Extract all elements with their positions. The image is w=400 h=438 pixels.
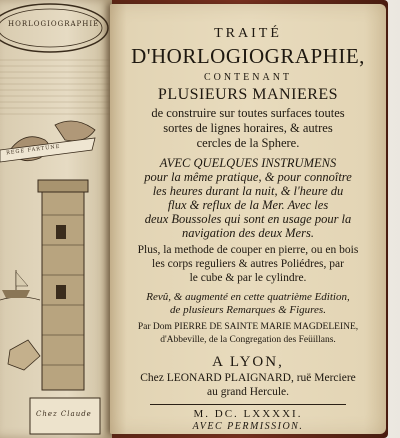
body-line: cercles de la Sphere. [196, 136, 300, 150]
imprint-permission: AVEC PERMISSION. [192, 421, 304, 432]
imprint-rule [150, 404, 346, 405]
instruments-line: les heures durant la nuit, & l'heure du [152, 184, 344, 198]
frontispiece-page [0, 0, 112, 438]
frontispiece-cartouche-text: Chez Claude [36, 410, 92, 418]
instruments-line: navigation des deux Mers. [182, 226, 314, 240]
imprint-publisher: Chez LEONARD PLAIGNARD, ruë Merciere [140, 372, 356, 384]
author-line: Par Dom PIERRE DE SAINTE MARIE MAGDELEINE, [137, 322, 359, 332]
title-contenant: CONTENANT [203, 72, 293, 83]
title-plusieurs-manieres: PLUSIEURS MANIERES [157, 86, 339, 103]
edition-line: de plusieurs Remarques & Figures. [170, 304, 326, 316]
instruments-line: deux Boussoles qui sont en usage pour la [144, 212, 352, 226]
imprint-date: M. DC. LXXXXI. [193, 408, 303, 420]
imprint-sign: au grand Hercule. [206, 386, 290, 398]
instruments-line: pour la même pratique, & pour connoître [144, 170, 352, 184]
frontispiece-banner-text: HORLOGIOGRAPHIE [8, 20, 100, 28]
frontispiece-engraving [0, 0, 112, 438]
body-line: de construire sur toutes surfaces toutes [151, 106, 345, 120]
frontispiece-ribbon-text: REGE FARTUNE [5, 143, 61, 157]
title-page [110, 4, 386, 434]
author-line: d'Abbeville, de la Congregation des Feüillans. [160, 335, 336, 345]
body-line: sortes de lignes horaires, & autres [163, 121, 333, 135]
instruments-line: flux & reflux de la Mer. Avec les [167, 198, 329, 212]
title-horlogiographie: D'HORLOGIOGRAPHIE, [131, 44, 365, 68]
method-line: Plus, la methode de couper en pierre, ou en bois [137, 244, 359, 256]
edition-line: Revû, & augmenté en cette quatrième Edition, [146, 291, 350, 303]
method-line: le cube & par le cylindre. [189, 272, 307, 284]
imprint-city: A LYON, [212, 354, 284, 370]
method-line: les corps reguliers & autres Poliédres, par [152, 258, 344, 270]
title-traite: TRAITÉ [214, 26, 282, 41]
instruments-line: AVEC QUELQUES INSTRUMENS [159, 156, 337, 170]
